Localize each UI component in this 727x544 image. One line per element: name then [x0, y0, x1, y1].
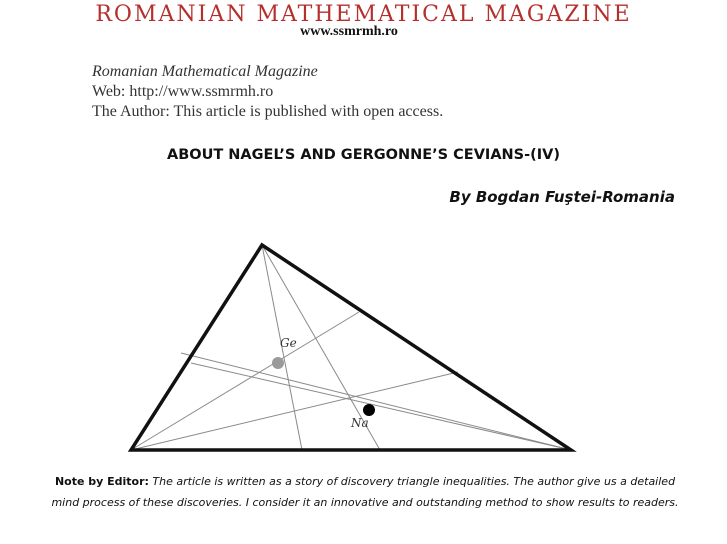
magazine-masthead: ROMANIAN MATHEMATICAL MAGAZINE [95, 2, 632, 27]
triangle-figure [118, 236, 588, 462]
nagel-cevian-b [131, 372, 458, 450]
article-title: ABOUT NAGEL’S AND GERGONNE’S CEVIANS-(IV) [166, 147, 561, 163]
editor-note-lead: Note by Editor: [54, 475, 149, 488]
nagel-point [363, 404, 375, 416]
journal-name: Romanian Mathematical Magazine [92, 63, 318, 80]
masthead-website: www.ssmrmh.ro [300, 24, 398, 39]
gergonne-cevian-c [181, 353, 571, 450]
journal-web: Web: http://www.ssmrmh.ro [92, 83, 274, 100]
nagel-label: Na [351, 416, 369, 430]
open-access-note: The Author: This article is published with open access. [92, 103, 444, 120]
nagel-cevian-c [191, 363, 571, 450]
gergonne-label: Ge [280, 336, 297, 350]
article-byline: By Bogdan Fuştei-Romania [449, 188, 675, 206]
editor-note [40, 471, 690, 513]
editor-note-text: The article is written as a story of discovery triangle inequalities. The author give us a detailed mind process of these discoveries. I consider it an innovative and outstanding method to show results to readers. [51, 475, 679, 509]
gergonne-cevian-b [131, 312, 359, 450]
gergonne-point [272, 357, 284, 369]
